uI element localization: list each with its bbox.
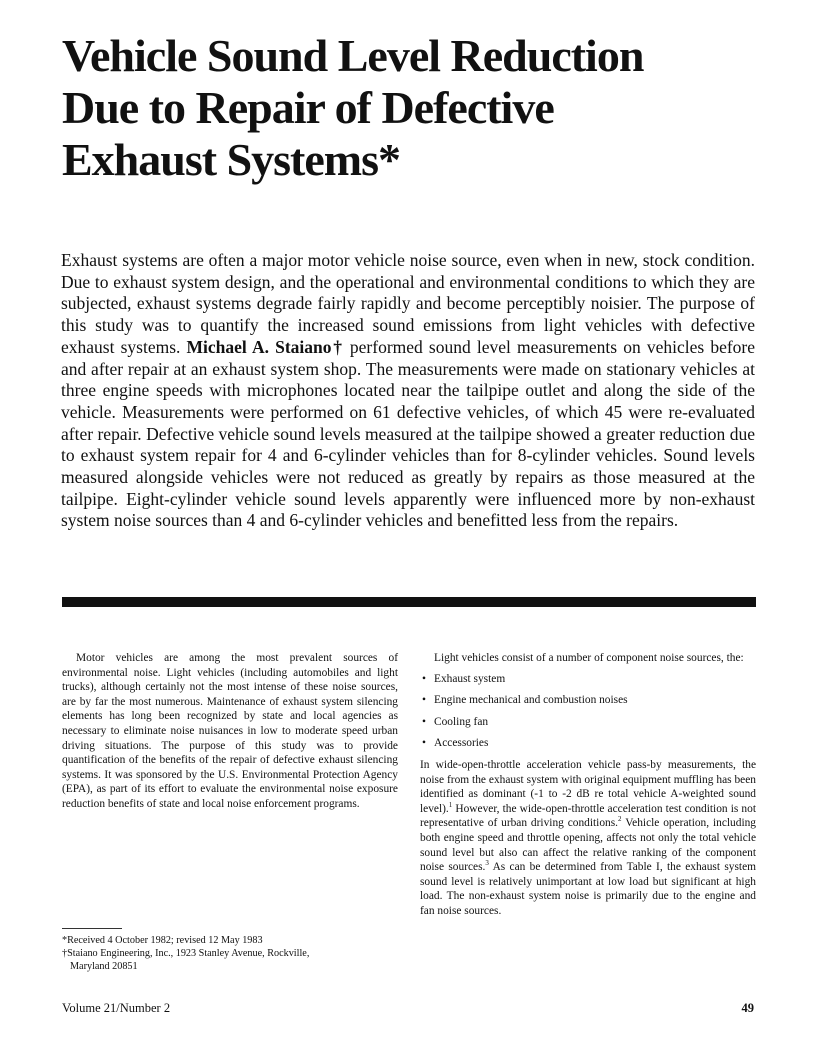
- reference-1: 1: [448, 800, 453, 809]
- author-name: Michael A. Staiano†: [186, 336, 344, 357]
- list-item: • Engine mechanical and combustion noises: [422, 694, 628, 707]
- section-divider: [62, 597, 756, 607]
- bullet-icon: •: [422, 672, 426, 685]
- reference-3: 3: [485, 859, 489, 868]
- bullet-icon: •: [422, 694, 426, 707]
- intro-paragraph: Motor vehicles are among the most prevalent sources of environmental noise. Light vehicles (including automobiles and light trucks), although certainly not the most intense of these noise sources, are by far the most numerous. Maintenance of exhaust system silencing elements has long been recognized by state and local agencies as necessary to eliminate noise nuisances in low to moderate speed urban driving situations. The purpose of this study was to provide quantification of the benefits of the repair of defective exhaust silencing systems. It was sponsored by the U.S. Environmental Protection Agency (EPA), as part of its effort to evaluate the environmental noise exposure reduction benefits of state and local noise enforcement programs.: [62, 652, 398, 810]
- title-line-1: Vehicle Sound Level Reduction: [62, 30, 644, 81]
- list-item: • Cooling fan: [422, 715, 489, 728]
- bullet-icon: •: [422, 715, 426, 728]
- reference-2: 2: [618, 815, 622, 824]
- abstract: [61, 250, 755, 532]
- footnote-affiliation-cont: Maryland 20851: [70, 961, 138, 972]
- footnote-received: *Received 4 October 1982; revised 12 May 1983: [62, 935, 263, 946]
- list-item: • Accessories: [422, 737, 489, 750]
- page-number: 49: [741, 1001, 754, 1015]
- title-line-3: Exhaust Systems*: [62, 134, 401, 185]
- journal-volume: Volume 21/Number 2: [62, 1001, 171, 1015]
- article-title: [62, 30, 762, 186]
- list-item: • Exhaust system: [422, 672, 506, 685]
- abstract-text-start: Exhaust systems are often a major motor vehicle noise source, even when in new, stock condition. Due to exhaust system design, and the operational and environmental conditions to which they are subjected, exhaust systems degrade fairly rapidly and become perceptibly noisier. The purpose of this study was to quantify the increased sound emissions from light vehicles with defective exhaust systems.: [61, 250, 755, 357]
- bullet-icon: •: [422, 737, 426, 750]
- component-list: [420, 672, 756, 751]
- footnote-divider: [62, 928, 122, 929]
- components-intro: Light vehicles consist of a number of component noise sources, the:: [434, 652, 744, 664]
- left-column: [62, 651, 398, 812]
- abstract-text-end: performed sound level measurements on vehicles before and after repair at an exhaust system shop. The measurements were made on stationary vehicles at three engine speeds with microphones located near the tailpipe outlet and along the side of the vehicle. Measurements were performed on 61 defective vehicles, of which 45 were re-evaluated after repair. Defective vehicle sound levels measured at the tailpipe showed a greater reduction due to exhaust system repair for 4 and 6-cylinder vehicles than for 8-cylinder vehicles. Sound levels measured alongside vehicles were not reduced as greatly by repairs as those measured at the tailpipe. Eight-cylinder vehicle sound levels apparently were influenced more by non-exhaust system noise sources than 4 and 6-cylinder vehicles and benefitted less from the repairs.: [61, 336, 756, 531]
- title-line-2: Due to Repair of Defective: [62, 82, 554, 133]
- footnotes: [62, 934, 398, 973]
- footnote-affiliation: †Staiano Engineering, Inc., 1923 Stanley Avenue, Rockville,: [62, 948, 310, 959]
- body-paragraph: In wide-open-throttle acceleration vehicle pass-by measurements, the noise from the exhaust system with original equipment muffling has been identified as dominant (-1 to -2 dB re total vehicle A-weighted sound level).$^1$ However, the wide-open-throttle acceleration test condition is not representative of urban driving conditions.$^2$ Vehicle operation, including both engine speed and throttle opening, affects not only the total vehicle sound level but also can affect the relative ranking of the component noise sources.$^3$ As can be determined from Table I, the exhaust system sound level is relatively unimportant at low load but significant at high load. The non-exhaust system noise is primarily due to the engine and fan noise sources.: [420, 758, 756, 917]
- right-column: [420, 651, 756, 919]
